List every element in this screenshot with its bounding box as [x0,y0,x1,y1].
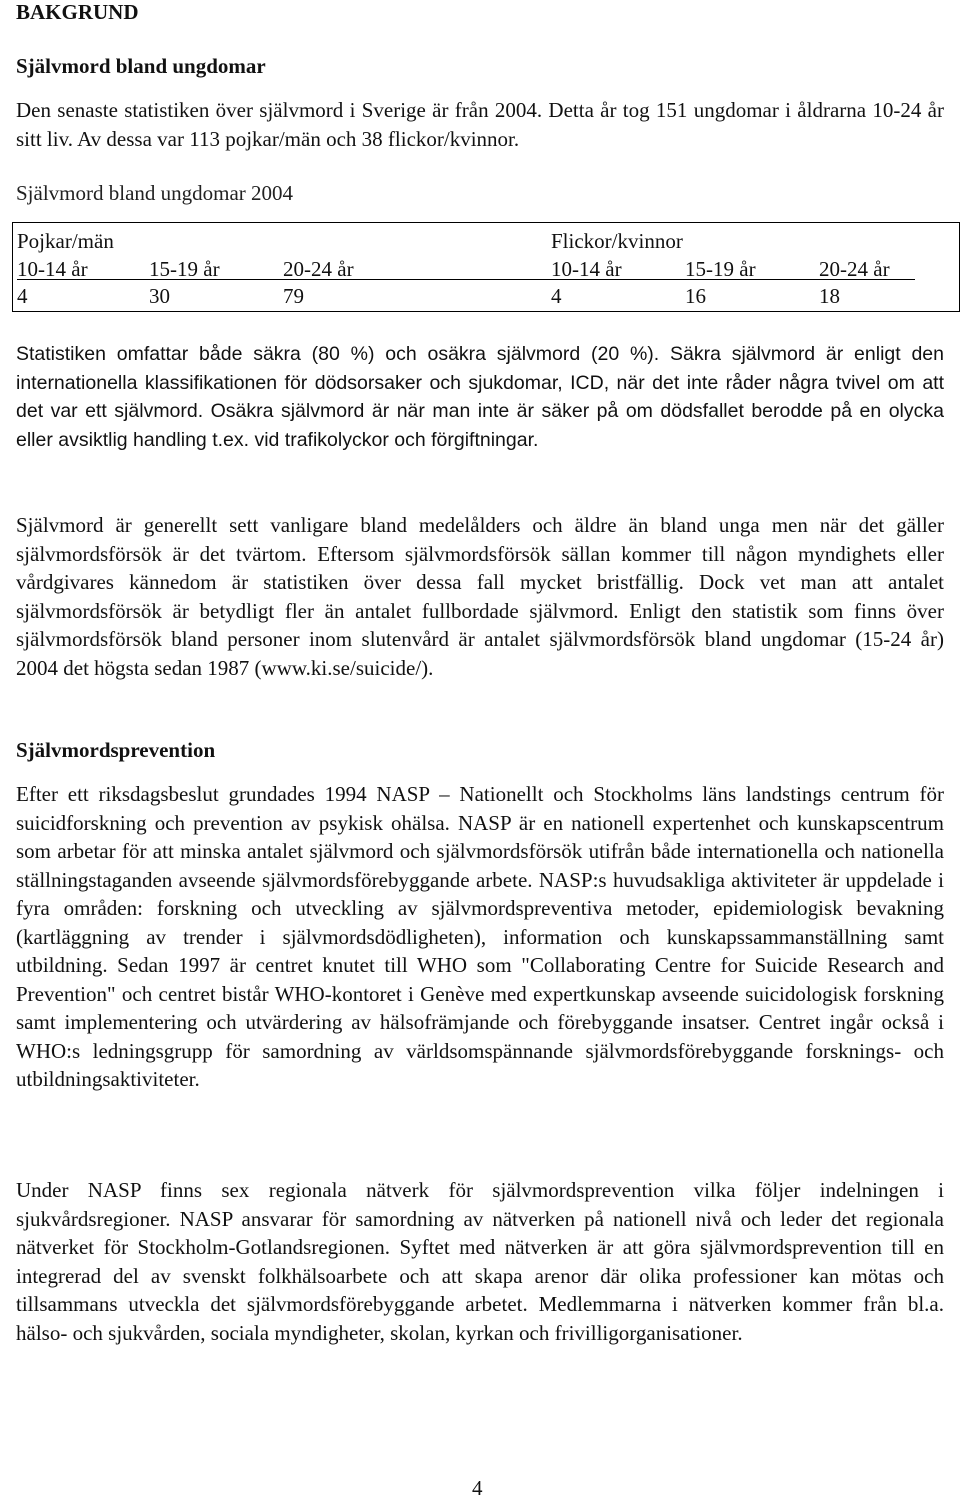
section-title: BAKGRUND [16,0,139,24]
header-boys-20-24: 20-24 år [283,257,354,281]
subsection-title-prevention: Självmordsprevention [16,738,216,762]
suicide-statistics-table [12,222,960,312]
regional-networks-paragraph: Under NASP finns sex regionala nätverk för självmordsprevention vilka följer indelningen i sjukvårdsregioner. NASP ansvarar för samordning av nätverken på nationell nivå och leder det regionala nätverket för Stockholm-Gotlandsregionen. Syftet med nätverken är att göra självmordsprevention till en integrerad del av svenskt folkhälsoarbete och att skapa arenor där olika professioner kan mötas och tillsammans utveckla det självmordsförebyggande arbetet. Medlemmarna i nätverken kommer från bl.a. hälso- och sjukvården, sociala myndigheter, skolan, kyrkan och frivilligorganisationer. [16,1178,944,1345]
value-boys-10-14: 4 [17,284,28,308]
value-girls-10-14: 4 [551,284,562,308]
header-girls-10-14: 10-14 år [551,257,622,281]
table-header-rule [17,279,915,280]
header-boys-10-14: 10-14 år [17,257,88,281]
header-boys-15-19: 15-19 år [149,257,220,281]
value-girls-20-24: 18 [819,284,840,308]
value-girls-15-19: 16 [685,284,706,308]
suicide-attempts-paragraph: Självmord är generellt sett vanligare bland medelålders och äldre än bland unga men när det gäller självmordsförsök är det tvärtom. Eftersom självmordsförsök sällan kommer till någon myndighets eller vårdgivares kännedom är statistiken över dessa fall mycket bristfällig. Dock vet man att antalet självmordsförsök är betydligt fler än antalet fullbordade självmord. Enligt den statistik som finns över självmordsförsök bland personer inom slutenvård är antalet självmordsförsök bland ungdomar (15-24 år) 2004 det högsta sedan 1987 (www.ki.se/suicide/). [16,513,944,680]
subsection-title-youth-suicide: Självmord bland ungdomar [16,54,266,78]
nasp-paragraph: Efter ett riksdagsbeslut grundades 1994 NASP – Nationellt och Stockholms läns landstings centrum för suicidforskning och prevention av psykisk ohälsa. NASP är en nationell expertenhet och kunskapscentrum som arbetar för att minska antalet självmord och självmordsförsök utifrån både internationella och nationella ställningstaganden avseende självmordsförebyggande arbete. NASP:s huvudsakliga aktiviteter är uppdelade i fyra områden: forskning och utveckling av självmordspreventiva metoder, epidemiologisk bevakning (kartläggning av trender i självmordsdödligheten), information och kunskapssammanställning samt utbildning. Sedan 1997 är centret knutet till WHO som "Collaborating Centre for Suicide Research and Prevention" och centret bistår WHO-kontoret i Genève med expertkunskap avseende suicidologisk forskning samt implementering och utvärdering av hälsofrämjande och förebyggande insatser. Centret ingår också i WHO:s ledningsgrupp för samordning av världsomspännande självmordsförebyggande forsknings- och utbildningsaktiviteter. [16,782,944,1091]
header-girls-15-19: 15-19 år [685,257,756,281]
header-girls-20-24: 20-24 år [819,257,890,281]
group-label-girls: Flickor/kvinnor [551,229,683,253]
page-number: 4 [472,1476,483,1500]
intro-paragraph: Den senaste statistiken över självmord i Sverige är från 2004. Detta år tog 151 ungdomar i åldrarna 10-24 år sitt liv. Av dessa var 113 pojkar/män och 38 flickor/kvinnor. [16,98,944,151]
value-boys-15-19: 30 [149,284,170,308]
statistics-definition-paragraph: Statistiken omfattar både säkra (80 %) och osäkra självmord (20 %). Säkra självmord är enligt den internationella klassifikationen för dödsorsaker och sjukdomar, ICD, när det inte råder några tvivel om att det var ett självmord. Osäkra självmord är när man inte är säker på om dödsfallet berodde på en olycka eller avsiktlig handling t.ex. vid trafikolyckor och förgiftningar. [16,343,944,451]
table-caption: Självmord bland ungdomar 2004 [16,181,294,205]
group-label-boys: Pojkar/män [17,229,114,253]
value-boys-20-24: 79 [283,284,304,308]
